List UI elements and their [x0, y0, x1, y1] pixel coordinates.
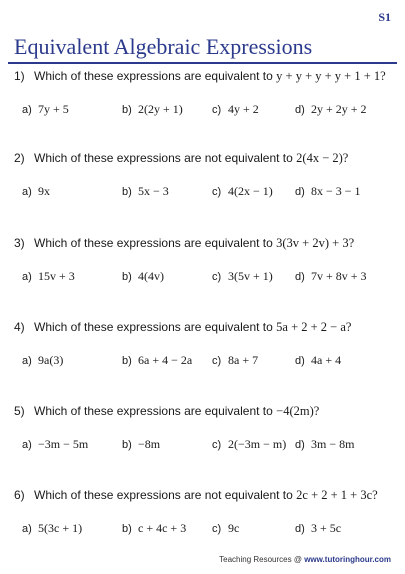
- option-letter: b): [122, 523, 132, 535]
- option-a[interactable]: [22, 352, 63, 369]
- option-value: 9c: [228, 521, 240, 535]
- option-b[interactable]: [122, 101, 183, 118]
- option-b[interactable]: [122, 268, 164, 285]
- question-stem: Which of these expressions are not equivalent to: [34, 151, 297, 165]
- question-stem: Which of these expressions are equivalent to: [34, 320, 277, 334]
- option-c[interactable]: [212, 352, 258, 369]
- option-letter: a): [22, 271, 32, 283]
- option-letter: d): [295, 104, 305, 116]
- option-c[interactable]: [212, 101, 259, 118]
- option-letter: a): [22, 186, 32, 198]
- question-stem: Which of these expressions are equivalent to: [34, 69, 277, 83]
- option-letter: c): [212, 271, 222, 283]
- option-letter: b): [122, 271, 132, 283]
- answer-options: [22, 183, 395, 199]
- option-value: 3(5v + 1): [228, 269, 273, 283]
- option-letter: c): [212, 355, 222, 367]
- option-c[interactable]: [212, 268, 273, 285]
- answer-options: [22, 101, 395, 117]
- option-letter: d): [295, 271, 305, 283]
- option-letter: c): [212, 523, 222, 535]
- question-2: [14, 150, 395, 198]
- answer-options: [22, 520, 395, 536]
- question-text: [14, 319, 395, 335]
- option-b[interactable]: [122, 520, 186, 537]
- question-number: 1): [14, 69, 25, 83]
- option-value: 8a + 7: [228, 353, 259, 367]
- option-b[interactable]: [122, 436, 160, 453]
- option-a[interactable]: [22, 101, 69, 118]
- question-1: [14, 68, 395, 116]
- question-6: [14, 487, 395, 535]
- option-d[interactable]: [295, 101, 367, 118]
- option-value: 7y + 5: [38, 102, 69, 116]
- footer: [219, 555, 391, 564]
- option-value: 15v + 3: [38, 269, 75, 283]
- option-a[interactable]: [22, 436, 88, 453]
- footer-site-link[interactable]: www.tutoringhour.com: [304, 555, 391, 564]
- answer-options: [22, 352, 395, 368]
- option-value: 2y + 2y + 2: [311, 102, 367, 116]
- option-value: 4(4v): [138, 269, 164, 283]
- question-text: [14, 68, 395, 84]
- option-value: 4(2x − 1): [228, 184, 273, 198]
- option-value: 3m − 8m: [311, 437, 355, 451]
- option-value: 5(3c + 1): [38, 521, 83, 535]
- option-b[interactable]: [122, 352, 192, 369]
- option-letter: a): [22, 104, 32, 116]
- question-4: [14, 319, 395, 367]
- option-value: 7v + 8v + 3: [311, 269, 367, 283]
- option-letter: d): [295, 439, 305, 451]
- option-d[interactable]: [295, 352, 341, 369]
- option-d[interactable]: [295, 183, 361, 200]
- option-letter: b): [122, 439, 132, 451]
- question-text: [14, 235, 395, 251]
- question-stem: Which of these expressions are equivalent to: [34, 236, 277, 250]
- question-expression: 2c + 2 + 1 + 3c?: [296, 488, 378, 502]
- option-value: 5x − 3: [138, 184, 169, 198]
- option-a[interactable]: [22, 268, 75, 285]
- option-d[interactable]: [295, 520, 341, 537]
- question-text: [14, 150, 395, 166]
- question-number: 4): [14, 320, 25, 334]
- option-value: −3m − 5m: [38, 437, 89, 451]
- question-text: [14, 403, 395, 419]
- option-letter: d): [295, 186, 305, 198]
- option-value: 2(2y + 1): [138, 102, 183, 116]
- question-stem: Which of these expressions are equivalent to: [34, 404, 277, 418]
- option-value: 9a(3): [38, 353, 64, 367]
- option-b[interactable]: [122, 183, 169, 200]
- option-value: 8x − 3 − 1: [311, 184, 361, 198]
- option-letter: c): [212, 186, 222, 198]
- option-c[interactable]: [212, 183, 273, 200]
- question-expression: 2(4x − 2)?: [296, 151, 349, 165]
- option-value: 2(−3m − m): [228, 437, 287, 451]
- option-a[interactable]: [22, 520, 82, 537]
- option-letter: d): [295, 355, 305, 367]
- worksheet-title: Equivalent Algebraic Expressions: [14, 34, 313, 59]
- question-expression: 5a + 2 + 2 − a?: [276, 320, 352, 334]
- question-number: 6): [14, 488, 25, 502]
- option-c[interactable]: [212, 520, 239, 537]
- option-letter: d): [295, 523, 305, 535]
- option-letter: c): [212, 439, 222, 451]
- question-number: 3): [14, 236, 25, 250]
- option-value: 9x: [38, 184, 50, 198]
- option-c[interactable]: [212, 436, 286, 453]
- option-letter: a): [22, 355, 32, 367]
- question-expression: −4(2m)?: [276, 404, 320, 418]
- question-3: [14, 235, 395, 283]
- set-code: S1: [378, 10, 391, 24]
- option-d[interactable]: [295, 268, 367, 285]
- option-value: −8m: [138, 437, 161, 451]
- title-underline: [8, 62, 397, 64]
- option-letter: b): [122, 355, 132, 367]
- option-letter: a): [22, 523, 32, 535]
- option-letter: b): [122, 186, 132, 198]
- answer-options: [22, 436, 395, 452]
- option-value: 4a + 4: [311, 353, 342, 367]
- option-value: 4y + 2: [228, 102, 259, 116]
- question-stem: Which of these expressions are not equivalent to: [34, 488, 297, 502]
- footer-label: Teaching Resources @: [219, 555, 305, 564]
- question-expression: y + y + y + y + 1 + 1?: [276, 69, 386, 83]
- question-number: 2): [14, 151, 25, 165]
- question-5: [14, 403, 395, 451]
- option-letter: a): [22, 439, 32, 451]
- option-value: 6a + 4 − 2a: [138, 353, 193, 367]
- option-a[interactable]: [22, 183, 50, 200]
- option-value: 3 + 5c: [311, 521, 342, 535]
- question-expression: 3(3v + 2v) + 3?: [276, 236, 355, 250]
- option-d[interactable]: [295, 436, 354, 453]
- option-value: c + 4c + 3: [138, 521, 187, 535]
- option-letter: c): [212, 104, 222, 116]
- option-letter: b): [122, 104, 132, 116]
- question-text: [14, 487, 395, 503]
- answer-options: [22, 268, 395, 284]
- question-number: 5): [14, 404, 25, 418]
